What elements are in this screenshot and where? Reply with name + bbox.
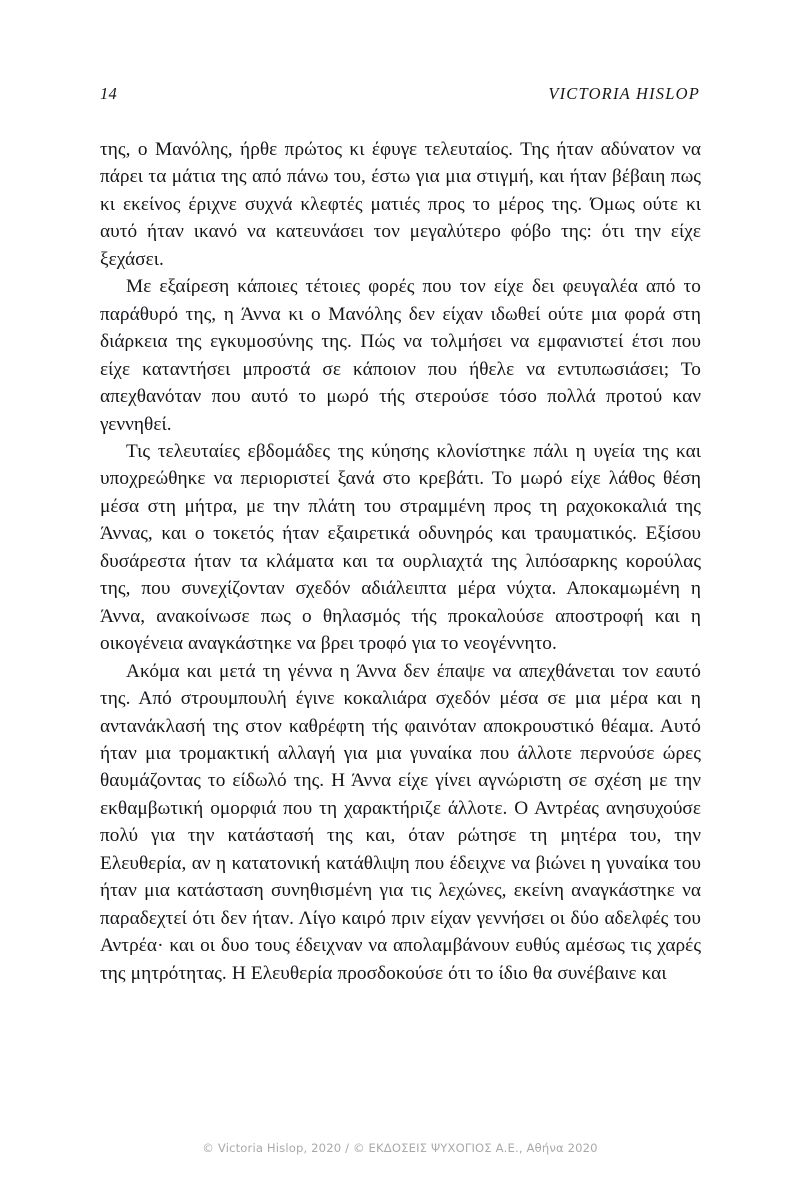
page-number: 14 bbox=[100, 84, 117, 103]
paragraph: Ακόμα και μετά τη γέννα η Άννα δεν έπαψε να απεχθάνεται τον εαυτό της. Από στρουμπουλή έγινε κοκαλιάρα σχεδόν μέσα σε μια μέρα και η αντανάκλασή της στον καθρέφτη τής φαινόταν αποκρουστικό θέαμα. Αυτό ήταν μια τρομακτική αλλαγή για μια γυναίκα που άλλοτε περνούσε ώρες θαυμάζοντας το είδωλό της. Η Άννα είχε γίνει αγνώριστη σε σχέση με την εκθαμβωτική ομορφιά που τη χαρακτήριζε άλλοτε. Ο Αντρέας ανησυχούσε πολύ για την κατάστασή της και, όταν ρώτησε τη μητέρα του, την Ελευθερία, αν η κατατονική κατάθλιψη που έδειχνε να βιώνει η γυναίκα του ήταν μια κατάσταση συνηθισμένη για τις λεχώνες, εκείνη αναγκάστηκε να παραδεχτεί ότι δεν ήταν. Λίγο καιρό πριν είχαν γεννήσει οι δύο αδελφές του Αντρέα· και οι δυο τους έδειχναν να απολαμβάνουν ευθύς αμέσως τις χαρές της μητρότητας. Η Ελευθερία προσδοκούσε ότι το ίδιο θα συνέβαινε και bbox=[100, 660, 701, 984]
body-text-block bbox=[100, 136, 701, 987]
copyright-notice: © Victoria Hislop, 2020 / © ΕΚΔΟΣΕΙΣ ΨΥΧΟΓΙΟΣ Α.Ε., Αθήνα 2020 bbox=[202, 1141, 598, 1155]
running-head bbox=[100, 84, 700, 106]
running-head-author: VICTORIA HISLOP bbox=[548, 84, 700, 103]
paragraph: της, ο Μανόλης, ήρθε πρώτος κι έφυγε τελευταίος. Της ήταν αδύνατον να πάρει τα μάτια της από πάνω του, έστω για μια στιγμή, και ήταν βέβαιη πως κι εκείνος έριχνε συχνά κλεφτές ματιές προς το μέρος της. Όμως ούτε κι αυτό ήταν ικανό να κατευνάσει τον μεγαλύτερο φόβο της: ότι την είχε ξεχάσει. bbox=[100, 139, 701, 270]
paragraph: Με εξαίρεση κάποιες τέτοιες φορές που τον είχε δει φευγαλέα από το παράθυρό της, η Άννα κι ο Μανόλης δεν είχαν ιδωθεί ούτε μια φορά στη διάρκεια της εγκυμοσύνης της. Πώς να τολμήσει να εμφανιστεί έτσι που είχε καταντήσει μπροστά σε κάποιον που ήθελε να εντυπωσιάσει; Το απεχθανόταν που αυτό το μωρό τής στερούσε τόσο πολλά προτού καν γεννηθεί. bbox=[100, 276, 701, 435]
paragraph: Τις τελευταίες εβδομάδες της κύησης κλονίστηκε πάλι η υγεία της και υποχρεώθηκε να περιοριστεί ξανά στο κρεβάτι. Το μωρό είχε λάθος θέση μέσα στη μήτρα, με την πλάτη του στραμμένη προς τη ραχοκοκαλιά της Άννας, και ο τοκετός ήταν εξαιρετικά οδυνηρός και τραυματικός. Εξίσου δυσάρεστα ήταν τα κλάματα και τα ουρλιαχτά της λιπόσαρκης κορούλας της, που συνεχίζονταν σχεδόν αδιάλειπτα μέρα νύχτα. Αποκαμωμένη η Άννα, ανακοίνωσε πως ο θηλασμός τής προκαλούσε αποστροφή και η οικογένεια αναγκάστηκε να βρει τροφό για το νεογέννητο. bbox=[100, 440, 701, 655]
